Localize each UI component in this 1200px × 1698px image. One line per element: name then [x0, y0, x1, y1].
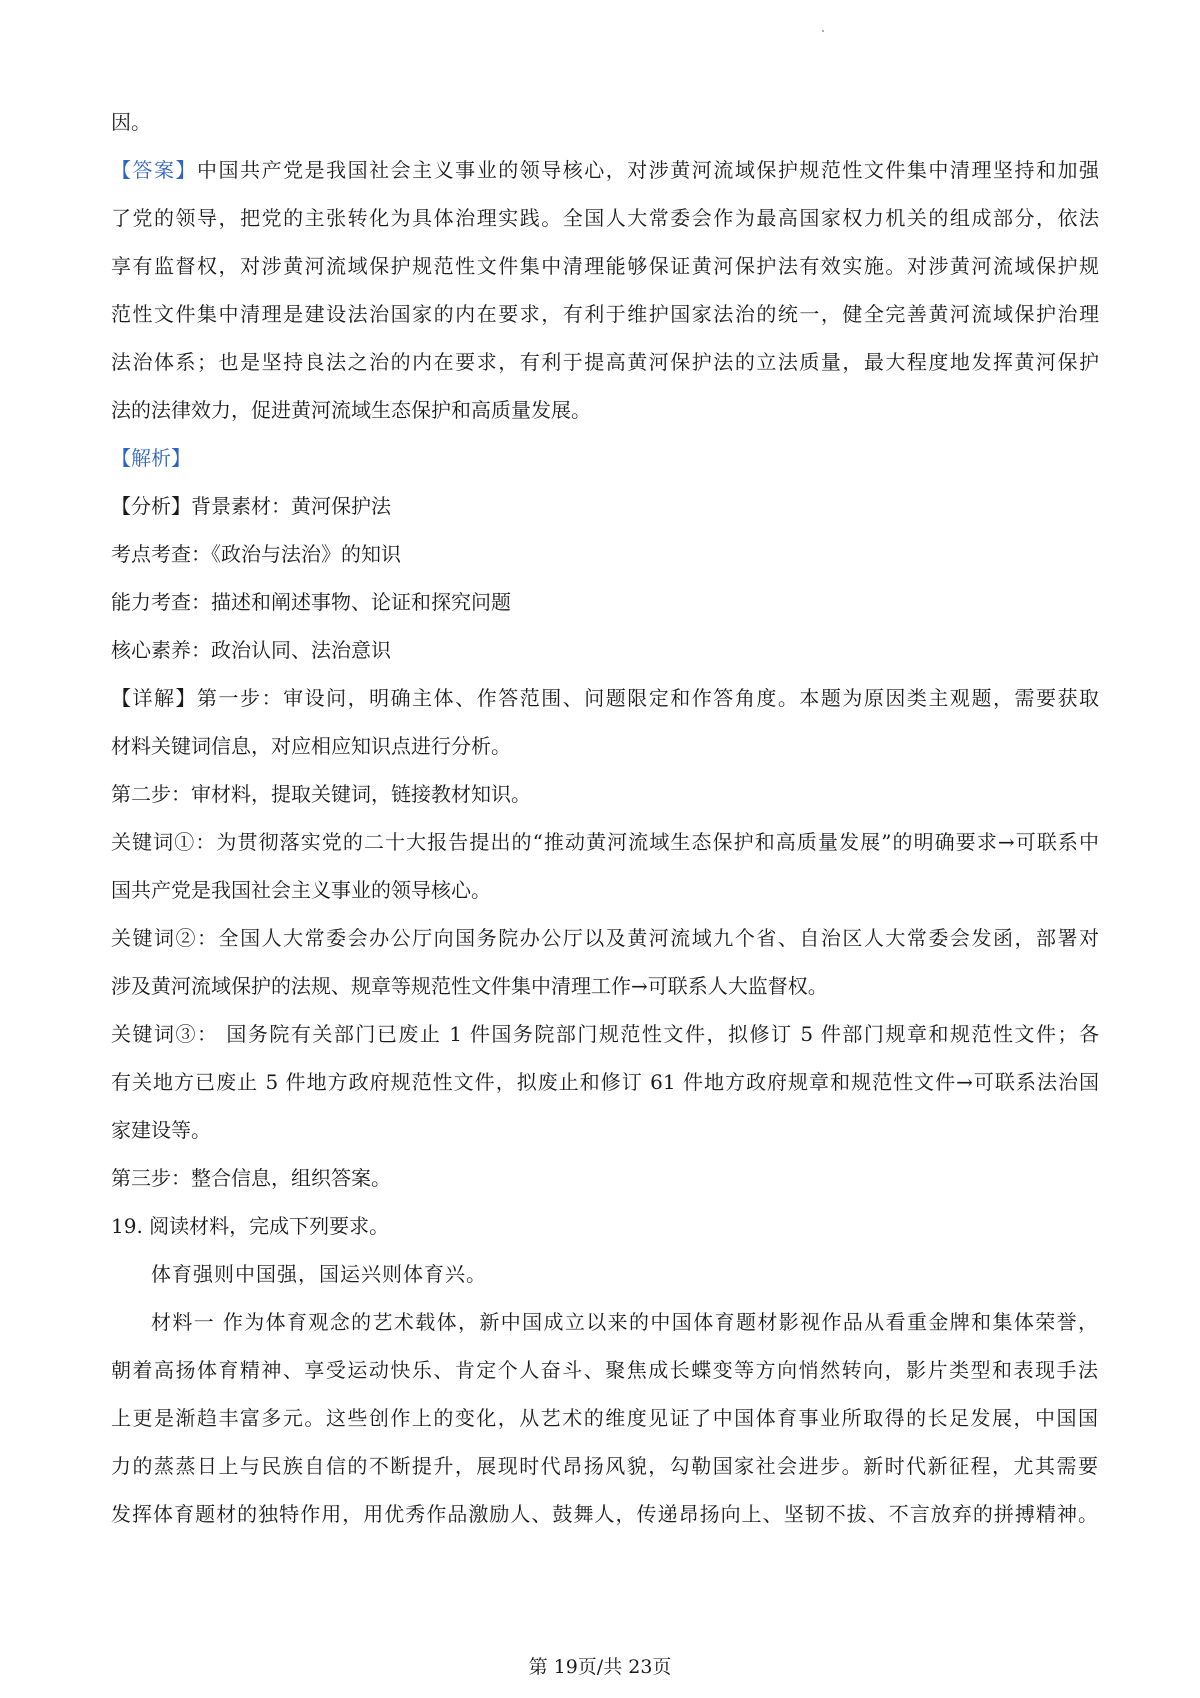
analysis-ability-line: 能力考查：描述和阐述事物、论证和探究问题: [111, 590, 511, 614]
material-one-line: 力的蒸蒸日上与民族自信的不断提升，展现时代昂扬风貌，勾勒国家社会进步。新时代新征程，尤其需要: [111, 1454, 1099, 1478]
keyword-3-line: 有关地方已废止 5 件地方政府规范性文件，拟废止和修订 61 件地方政府规章和规范性文件→可联系法治国: [111, 1070, 1099, 1094]
material-one-line: 上更是渐趋丰富多元。这些创作上的变化，从艺术的维度见证了中国体育事业所取得的长足发展，中国国: [111, 1406, 1099, 1430]
material-one-line: 朝着高扬体育精神、享受运动快乐、肯定个人奋斗、聚焦成长蝶变等方向悄然转向，影片类型和表现手法: [111, 1358, 1099, 1382]
answer-first-line: [111, 146, 1099, 194]
analysis-literacy-line: 核心素养：政治认同、法治意识: [111, 638, 391, 662]
material-one-line: 发挥体育题材的独特作用，用优秀作品激励人、鼓舞人，传递昂扬向上、坚韧不拔、不言放弃的拼搏精神。: [111, 1502, 1099, 1526]
scan-dot: [822, 30, 824, 32]
keyword-3-line: 关键词③： 国务院有关部门已废止 1 件国务院部门规范性文件，拟修订 5 件部门规章和规范性文件；各: [111, 1022, 1099, 1046]
text-line-continuation: 因。: [111, 110, 151, 134]
answer-line: 享有监督权，对涉黄河流域保护规范性文件集中清理能够保证黄河保护法有效实施。对涉黄河流域保护规: [111, 254, 1099, 278]
keyword-1-line: 国共产党是我国社会主义事业的领导核心。: [111, 878, 491, 902]
answer-line: 了党的领导，把党的主张转化为具体治理实践。全国人大常委会作为最高国家权力机关的组成部分，依法: [111, 206, 1099, 230]
answer-line: 法治体系；也是坚持良法之治的内在要求，有利于提高黄河保护法的立法质量，最大程度地发挥黄河保护: [111, 350, 1099, 374]
answer-text: 中国共产党是我国社会主义事业的领导核心，对涉黄河流域保护规范性文件集中清理坚持和加强: [197, 158, 1100, 182]
analysis-tag: 【解析】: [111, 446, 191, 470]
answer-tag: 【答案】: [111, 158, 198, 182]
material-intro-line: 体育强则中国强，国运兴则体育兴。: [151, 1262, 487, 1286]
material-one-line: 材料一 作为体育观念的艺术载体，新中国成立以来的中国体育题材影视作品从看重金牌和集体荣誉，: [151, 1310, 1099, 1334]
keyword-2-line: 关键词②：全国人大常委会办公厅向国务院办公厅以及黄河流域九个省、自治区人大常委会发函，部署对: [111, 926, 1099, 950]
analysis-background-line: 【分析】背景素材：黄河保护法: [111, 494, 391, 518]
step-two-line: 第二步：审材料，提取关键词，链接教材知识。: [111, 782, 531, 806]
analysis-knowledge-line: 考点考查：《政治与法治》的知识: [111, 542, 401, 566]
answer-line: 范性文件集中清理是建设法治国家的内在要求，有利于维护国家法治的统一，健全完善黄河流域保护治理: [111, 302, 1099, 326]
step-three-line: 第三步：整合信息，组织答案。: [111, 1166, 391, 1190]
detail-line: 【详解】第一步：审设问，明确主体、作答范围、问题限定和作答角度。本题为原因类主观题，需要获取: [111, 686, 1099, 710]
keyword-1-line: 关键词①：为贯彻落实党的二十大报告提出的“推动黄河流域生态保护和高质量发展”的明确要求→可联系中: [111, 830, 1099, 854]
answer-line: 法的法律效力，促进黄河流域生态保护和高质量发展。: [111, 398, 591, 422]
page-number-footer: 第 19页/共 23页: [528, 1656, 672, 1678]
question-19-title: 19. 阅读材料，完成下列要求。: [111, 1214, 390, 1238]
keyword-3-line: 家建设等。: [111, 1118, 211, 1142]
detail-line: 材料关键词信息，对应相应知识点进行分析。: [111, 734, 511, 758]
keyword-2-line: 涉及黄河流域保护的法规、规章等规范性文件集中清理工作→可联系人大监督权。: [111, 974, 828, 998]
page-content: [111, 98, 1099, 1538]
